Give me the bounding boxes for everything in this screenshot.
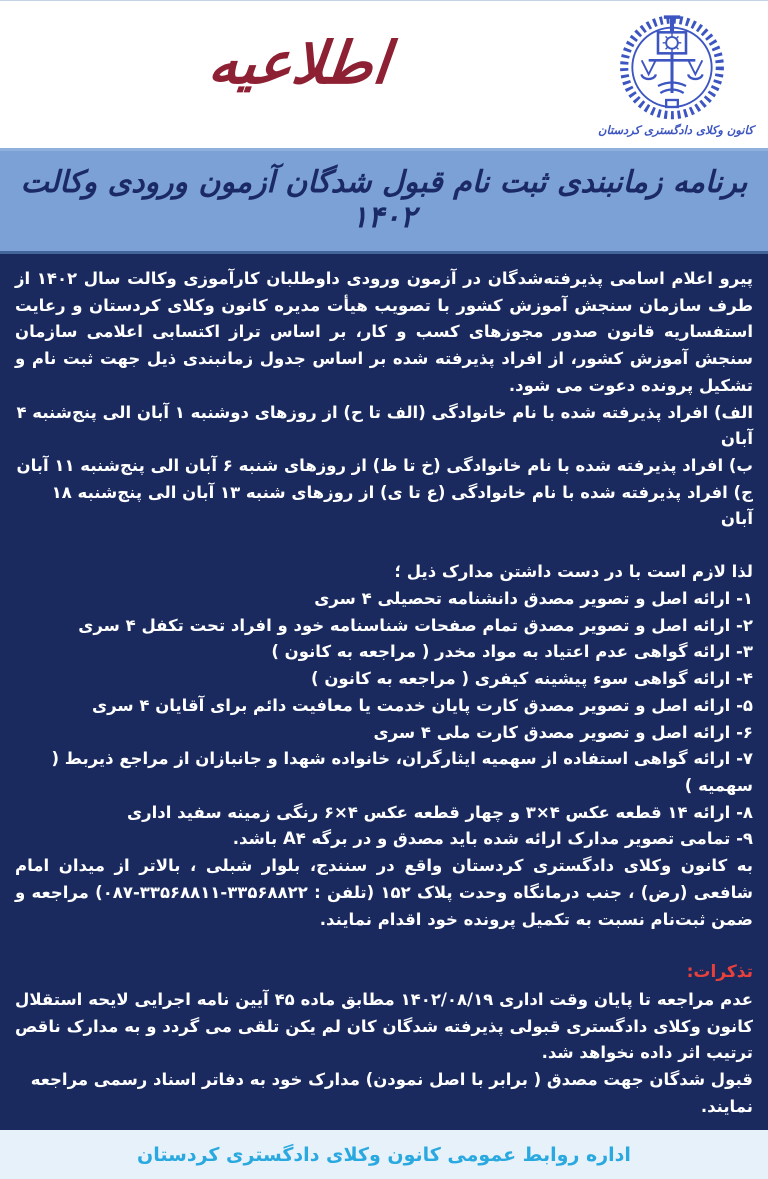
header	[0, 1, 768, 148]
subtitle-band	[0, 148, 768, 254]
schedule-line-a: الف) افراد پذیرفته شده با نام خانوادگی (الف تا ح) از روزهای دوشنبه ۱ آبان الی پنج‌شنبه ۴ آبان	[16, 402, 753, 449]
schedule-line-c: ج) افراد پذیرفته شده با نام خانوادگی (ع تا ی) از روزهای شنبه ۱۳ آبان الی پنج‌شنبه ۱۸ آبان	[51, 482, 753, 529]
document-item-9: ۹- تمامی تصویر مدارک ارائه شده باید مصدق و در برگه A۴ باشد.	[232, 829, 753, 849]
schedule-line-b: ب) افراد پذیرفته شده با نام خانوادگی (خ تا ظ) از روزهای شنبه ۶ آبان الی پنج‌شنبه ۱۱ آبان	[16, 456, 753, 476]
document-item-3: ۳- ارائه گواهی عدم اعتیاد به مواد مخدر ( مراجعه به کانون )	[271, 642, 753, 662]
spacer	[15, 933, 753, 959]
document-item-2: ۲- ارائه اصل و تصویر مصدق تمام صفحات شناسنامه خود و افراد تحت تکفل ۴ سری	[78, 615, 753, 635]
address-paragraph: به کانون وکلای دادگستری کردستان واقع در سنندج، بلوار شبلی ، بالاتر از میدان امام شافعی (رض) ، جنب درمانگاه وحدت پلاک ۱۵۲ (تلفن : ۳۳۵۶۸۸۲۲-۳۳۵۶۸۸۱۱-۰۸۷) مراجعه و ضمن ثبت‌نام نسبت به تکمیل پرونده خود اقدام نمایند.	[15, 856, 753, 929]
logo-caption: کانون وکلای دادگستری کردستان	[598, 123, 754, 137]
note-2: قبول شدگان جهت مصدق ( برابر با اصل نمودن) مدارک خود به دفاتر اسناد رسمی مراجعه نمایند.	[30, 1069, 753, 1116]
announcement-body	[0, 254, 768, 1130]
footer-text: اداره روابط عمومی کانون وکلای دادگستری کردستان	[137, 1143, 631, 1166]
document-item-4: ۴- ارائه گواهی سوء پیشینه کیفری ( مراجعه به کانون )	[311, 669, 753, 689]
document-item-7: ۷- ارائه گواهی استفاده از سهمیه ایثارگران، خانواده شهدا و جانبازان از مراجع ذیربط ( سهمیه )	[51, 749, 753, 795]
document-item-8: ۸- ارائه ۱۴ قطعه عکس ۴×۳ و چهار قطعه عکس ۴×۶ رنگی زمینه سفید اداری	[127, 802, 753, 822]
scales-of-justice-emblem-icon	[613, 9, 731, 121]
notes-heading: تذکرات:	[686, 962, 753, 983]
documents-intro: لذا لازم است با در دست داشتن مدارک ذیل ؛	[394, 562, 753, 582]
document-item-5: ۵- ارائه اصل و تصویر مصدق کارت پایان خدمت یا معافیت دائم برای آقایان ۴ سری	[92, 695, 753, 715]
document-item-1: ۱- ارائه اصل و تصویر مصدق دانشنامه تحصیلی ۴ سری	[314, 588, 753, 608]
document-item-6: ۶- ارائه اصل و تصویر مصدق کارت ملی ۴ سری	[373, 722, 753, 742]
bar-association-logo	[598, 9, 754, 137]
note-1: عدم مراجعه تا پایان وقت اداری ۱۴۰۲/۰۸/۱۹ مطابق ماده ۴۵ آیین نامه اجرایی لایحه استقلال کانون وکلای دادگستری قبولی پذیرفته شدگان کان لم یکن تلقی می گردد و به مدارک ناقص ترتیب اثر داده نخواهد شد.	[15, 989, 754, 1063]
spacer	[15, 533, 753, 559]
intro-paragraph: پیرو اعلام اسامی پذیرفته‌شدگان در آزمون ورودی داوطلبان کارآموزی وکالت سال ۱۴۰۲ از طرف سازمان سنجش آموزش کشور با تصویب هیأت مدیره کانون وکلای کردستان و رعایت استفساریه قانون صدور مجوزهای کسب و کار، بر اساس تراز اکتسابی اعلامی سازمان سنجش آموزش کشور، از افراد پذیرفته شده بر اساس جدول زمانبندی ذیل جهت ثبت نام و تشکیل پرونده دعوت می شود.	[15, 269, 753, 395]
footer	[0, 1130, 768, 1179]
subtitle: برنامه زمانبندی ثبت نام قبول شدگان آزمون ورودی وکالت ۱۴۰۲	[20, 165, 748, 235]
page-title: اطلاعیه	[205, 29, 393, 97]
